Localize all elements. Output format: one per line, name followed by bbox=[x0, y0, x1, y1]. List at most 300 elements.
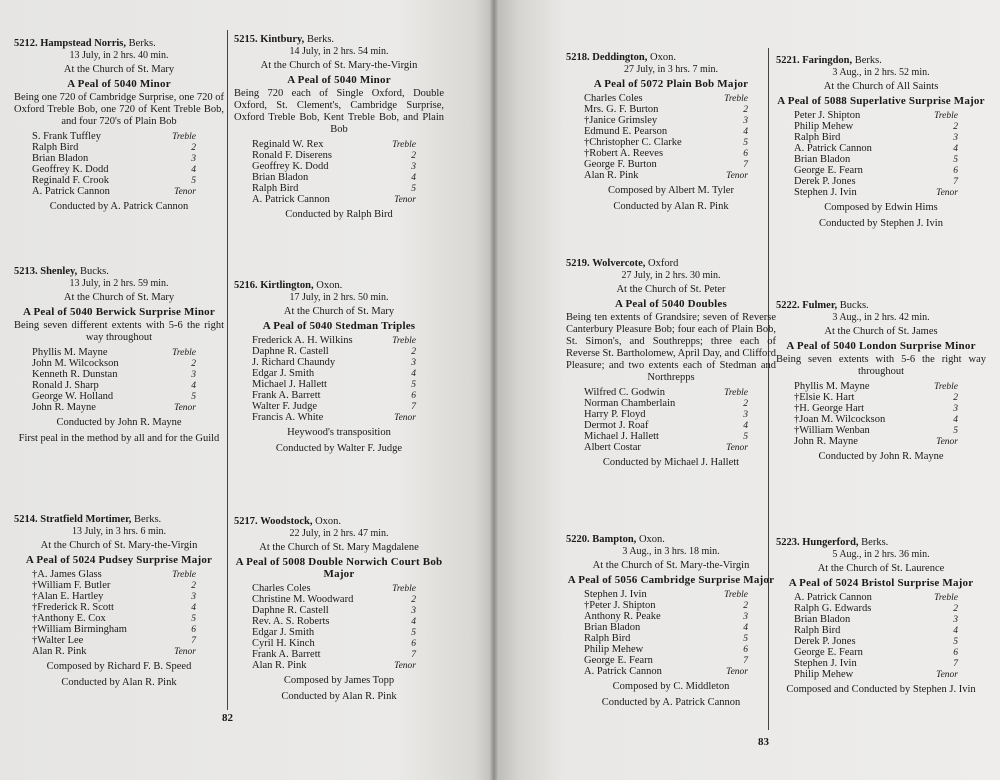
peal-date-duration: 13 July, in 2 hrs. 40 min. bbox=[69, 50, 169, 61]
bell-position: 6 bbox=[411, 639, 416, 649]
ringer-name: †Elsie K. Hart bbox=[794, 392, 855, 403]
peal-county: Oxon. bbox=[650, 52, 676, 63]
bell-position: 5 bbox=[411, 628, 416, 638]
bell-position: 4 bbox=[411, 173, 416, 183]
peal-credit: Conducted by Alan R. Pink bbox=[613, 201, 729, 212]
ringer-row bbox=[32, 402, 202, 413]
ringer-name: Phyllis M. Mayne bbox=[794, 381, 870, 392]
ringer-name: †Anthony E. Cox bbox=[32, 613, 106, 624]
ringer-name: Edgar J. Smith bbox=[252, 368, 315, 379]
ringers-list bbox=[252, 583, 422, 671]
peal-number: 5223. bbox=[776, 537, 800, 548]
peal-church: At the Church of St. Mary bbox=[63, 64, 175, 75]
ringer-name: Stephen J. Ivin bbox=[584, 589, 647, 600]
ringer-name: †H. George Hart bbox=[794, 403, 865, 414]
bell-position: Treble bbox=[724, 388, 748, 398]
bell-position: 7 bbox=[743, 160, 748, 170]
peal-title: A Peal of 5056 Cambridge Surprise Major bbox=[567, 574, 775, 586]
ringer-name: Cyril H. Kinch bbox=[252, 638, 315, 649]
ringer-row bbox=[252, 139, 422, 150]
ringer-name: Ralph Bird bbox=[32, 142, 79, 153]
ringer-name: Ralph Bird bbox=[252, 183, 299, 194]
bell-position: 4 bbox=[743, 421, 748, 431]
peal-credit: Conducted by Stephen J. Ivin bbox=[819, 218, 943, 229]
peal-county: Berks. bbox=[128, 38, 156, 49]
bell-position: 5 bbox=[953, 637, 958, 647]
bell-position: 2 bbox=[953, 122, 958, 132]
bell-position: Tenor bbox=[726, 667, 748, 677]
ringer-row bbox=[794, 414, 964, 425]
peal-title: A Peal of 5008 Double Norwich Court Bob Major bbox=[235, 556, 443, 580]
bell-position: 5 bbox=[743, 634, 748, 644]
peal-note: Being seven extents with 5-6 the right way throughout bbox=[776, 354, 986, 377]
peal-credit: Conducted by John R. Mayne bbox=[818, 451, 944, 462]
ringer-row bbox=[32, 369, 202, 380]
ringer-row bbox=[794, 592, 964, 603]
column-rule bbox=[227, 30, 228, 710]
ringer-name: †Joan M. Wilcockson bbox=[794, 414, 886, 425]
ringer-row bbox=[32, 580, 202, 591]
peal-header bbox=[14, 38, 224, 50]
bell-position: 6 bbox=[191, 625, 196, 635]
ringer-name: Daphne R. Castell bbox=[252, 346, 329, 357]
ringer-name: Frank A. Barrett bbox=[252, 649, 321, 660]
ringer-row bbox=[32, 347, 202, 358]
peal-place: Fulmer, bbox=[802, 300, 838, 311]
peal-header bbox=[234, 516, 444, 528]
ringer-name: Ralph Bird bbox=[794, 625, 841, 636]
bell-position: Treble bbox=[934, 382, 958, 392]
ringer-row bbox=[794, 132, 964, 143]
peal-header bbox=[776, 300, 986, 312]
bell-position: 5 bbox=[411, 380, 416, 390]
peal-entry-5215 bbox=[234, 34, 444, 221]
peal-date-duration: 3 Aug., in 2 hrs. 42 min. bbox=[832, 312, 930, 323]
ringer-name: John R. Mayne bbox=[794, 436, 858, 447]
ringers-list bbox=[794, 110, 964, 198]
peal-entry-5219 bbox=[566, 258, 776, 469]
bell-position: 3 bbox=[191, 592, 196, 602]
ringer-name: John R. Mayne bbox=[32, 402, 96, 413]
peal-title: A Peal of 5088 Superlative Surprise Major bbox=[777, 95, 985, 107]
peal-title: A Peal of 5072 Plain Bob Major bbox=[593, 78, 749, 90]
ringer-row bbox=[794, 110, 964, 121]
bell-position: 4 bbox=[953, 626, 958, 636]
peal-credit: First peal in the method by all and for the Guild bbox=[18, 433, 220, 444]
ringer-row bbox=[584, 137, 754, 148]
ringer-name: George W. Holland bbox=[32, 391, 114, 402]
left-page bbox=[0, 0, 494, 780]
ringers-list bbox=[584, 589, 754, 677]
peal-place: Woodstock, bbox=[260, 516, 313, 527]
ringer-row bbox=[252, 172, 422, 183]
peal-county: Berks. bbox=[306, 34, 335, 45]
peal-title: A Peal of 5040 Berwick Surprise Minor bbox=[23, 306, 215, 318]
ringer-name: Michael J. Hallett bbox=[252, 379, 327, 390]
ringer-row bbox=[794, 187, 964, 198]
peal-credit: Heywood's transposition bbox=[287, 427, 391, 438]
ringer-row bbox=[794, 636, 964, 647]
peal-entry-5222 bbox=[776, 300, 986, 463]
ringer-name: George E. Fearn bbox=[794, 647, 863, 658]
peal-note: Being seven different extents with 5-6 the right way throughout bbox=[14, 320, 224, 343]
ringer-name: George E. Fearn bbox=[794, 165, 863, 176]
peal-entry-5220 bbox=[566, 534, 776, 709]
bell-position: 4 bbox=[411, 617, 416, 627]
ringer-row bbox=[794, 647, 964, 658]
bell-position: 5 bbox=[191, 392, 196, 402]
ringer-row bbox=[32, 635, 202, 646]
bell-position: Treble bbox=[392, 584, 416, 594]
peal-note: Being ten extents of Grandsire; seven of Reverse Canterbury Pleasure Bob; four each of Plain Bob, St. Simon's, and Southrepps; three each of Reverse St. Bartholomew, April Day, and Clifford Pleasure; and two extents each of Stedman and Northrepps bbox=[566, 312, 776, 383]
peal-title: A Peal of 5024 Bristol Surprise Major bbox=[788, 577, 974, 589]
bell-position: 2 bbox=[743, 601, 748, 611]
ringer-name: Reginald F. Crook bbox=[32, 175, 110, 186]
ringer-name: Geoffrey K. Dodd bbox=[32, 164, 109, 175]
ringer-row bbox=[794, 392, 964, 403]
ringer-name: S. Frank Tuffley bbox=[32, 131, 101, 142]
bell-position: Treble bbox=[724, 94, 748, 104]
ringer-row bbox=[584, 655, 754, 666]
bell-position: Treble bbox=[392, 336, 416, 346]
ringers-list bbox=[794, 592, 964, 680]
ringer-name: Frank A. Barrett bbox=[252, 390, 321, 401]
peal-county: Berks. bbox=[854, 55, 882, 66]
bell-position: 6 bbox=[743, 149, 748, 159]
ringers-list bbox=[584, 93, 754, 181]
ringer-row bbox=[584, 589, 754, 600]
ringer-row bbox=[252, 346, 422, 357]
peal-county: Oxon. bbox=[315, 516, 342, 527]
ringer-name: John M. Wilcockson bbox=[32, 358, 119, 369]
peal-credit: Conducted by Walter F. Judge bbox=[275, 443, 403, 454]
peal-header bbox=[14, 266, 224, 278]
bell-position: Tenor bbox=[936, 437, 958, 447]
ringer-row bbox=[32, 569, 202, 580]
bell-position: 5 bbox=[191, 614, 196, 624]
bell-position: Treble bbox=[934, 593, 958, 603]
ringer-name: Geoffrey K. Dodd bbox=[252, 161, 329, 172]
bell-position: 2 bbox=[411, 151, 416, 161]
ringer-name: †Christopher C. Clarke bbox=[584, 137, 682, 148]
ringer-row bbox=[794, 625, 964, 636]
ringer-name: Philip Mehew bbox=[794, 669, 854, 680]
peal-number: 5218. bbox=[566, 52, 590, 63]
ringer-name: Charles Coles bbox=[252, 583, 311, 594]
ringer-row bbox=[32, 613, 202, 624]
peal-header bbox=[566, 258, 776, 270]
bell-position: Tenor bbox=[394, 195, 416, 205]
ringer-name: †Walter Lee bbox=[32, 635, 84, 646]
ringer-name: A. Patrick Cannon bbox=[584, 666, 662, 677]
peal-credit: Conducted by Michael J. Hallett bbox=[602, 457, 740, 468]
peal-title: A Peal of 5040 London Surprise Minor bbox=[786, 340, 976, 352]
ringer-name: †Peter J. Shipton bbox=[584, 600, 656, 611]
ringer-row bbox=[584, 420, 754, 431]
ringer-name: Walter F. Judge bbox=[252, 401, 318, 412]
bell-position: 3 bbox=[191, 370, 196, 380]
peal-credit: Composed by Edwin Hims bbox=[824, 202, 938, 213]
ringer-name: Phyllis M. Mayne bbox=[32, 347, 108, 358]
ringer-name: Michael J. Hallett bbox=[584, 431, 659, 442]
bell-position: Tenor bbox=[174, 403, 196, 413]
ringer-name: Kenneth R. Dunstan bbox=[32, 369, 118, 380]
bell-position: 2 bbox=[743, 399, 748, 409]
bell-position: 2 bbox=[411, 595, 416, 605]
ringer-name: Ralph G. Edwards bbox=[794, 603, 872, 614]
bell-position: 6 bbox=[953, 648, 958, 658]
ringer-row bbox=[252, 605, 422, 616]
bell-position: 3 bbox=[411, 162, 416, 172]
bell-position: Tenor bbox=[394, 413, 416, 423]
ringer-row bbox=[32, 131, 202, 142]
peal-church: At the Church of St. Mary-the-Virgin bbox=[260, 60, 418, 71]
peal-county: Berks. bbox=[134, 514, 162, 525]
peal-place: Hungerford, bbox=[802, 537, 859, 548]
peal-number: 5219. bbox=[566, 258, 590, 269]
peal-number: 5213. bbox=[14, 266, 38, 277]
peal-entry-5217 bbox=[234, 516, 444, 703]
bell-position: 5 bbox=[953, 426, 958, 436]
peal-number: 5217. bbox=[234, 516, 258, 527]
ringer-name: †William Birmingham bbox=[32, 624, 127, 635]
bell-position: 5 bbox=[743, 432, 748, 442]
ringer-row bbox=[252, 368, 422, 379]
ringer-name: Peter J. Shipton bbox=[794, 110, 861, 121]
peal-county: Bucks. bbox=[839, 300, 869, 311]
bell-position: 4 bbox=[743, 127, 748, 137]
peal-county: Oxon. bbox=[638, 534, 665, 545]
bell-position: 6 bbox=[953, 166, 958, 176]
ringer-row bbox=[32, 646, 202, 657]
ringer-name: †Janice Grimsley bbox=[584, 115, 658, 126]
peal-place: Hampstead Norris, bbox=[40, 38, 126, 49]
peal-date-duration: 13 July, in 2 hrs. 59 min. bbox=[69, 278, 169, 289]
ringers-list bbox=[794, 381, 964, 447]
page-number-right: 83 bbox=[758, 736, 769, 748]
ringer-row bbox=[584, 409, 754, 420]
ringer-row bbox=[252, 627, 422, 638]
peal-church: At the Church of St. James bbox=[824, 326, 938, 337]
peal-date-duration: 5 Aug., in 2 hrs. 36 min. bbox=[832, 549, 930, 560]
ringer-name: Ronald F. Diserens bbox=[252, 150, 332, 161]
ringer-row bbox=[584, 93, 754, 104]
peal-credit: Composed by C. Middleton bbox=[612, 681, 730, 692]
bell-position: 2 bbox=[411, 347, 416, 357]
ringer-row bbox=[252, 150, 422, 161]
peal-title: A Peal of 5024 Pudsey Surprise Major bbox=[25, 554, 213, 566]
bell-position: 4 bbox=[953, 144, 958, 154]
ringer-name: Frederick A. H. Wilkins bbox=[252, 335, 353, 346]
bell-position: 3 bbox=[743, 116, 748, 126]
peal-entry-5223 bbox=[776, 537, 986, 696]
ringer-name: Brian Bladon bbox=[584, 622, 641, 633]
peal-date-duration: 14 July, in 2 hrs. 54 min. bbox=[289, 46, 389, 57]
bell-position: Treble bbox=[934, 111, 958, 121]
peal-title: A Peal of 5040 Minor bbox=[67, 78, 171, 90]
peal-place: Bampton, bbox=[592, 534, 637, 545]
bell-position: 4 bbox=[191, 603, 196, 613]
ringer-row bbox=[584, 148, 754, 159]
peal-credit: Conducted by Alan R. Pink bbox=[61, 677, 177, 688]
bell-position: 4 bbox=[191, 381, 196, 391]
ringer-row bbox=[32, 358, 202, 369]
ringer-name: Brian Bladon bbox=[794, 614, 851, 625]
ringers-list bbox=[32, 347, 202, 413]
bell-position: 2 bbox=[953, 604, 958, 614]
ringer-row bbox=[794, 165, 964, 176]
ringer-name: Stephen J. Ivin bbox=[794, 658, 857, 669]
book-gutter bbox=[489, 0, 499, 780]
peal-entry-5216 bbox=[234, 280, 444, 455]
ringer-name: †A. James Glass bbox=[32, 569, 102, 580]
ringer-row bbox=[584, 622, 754, 633]
ringer-name: Christine M. Woodward bbox=[252, 594, 354, 605]
bell-position: 7 bbox=[743, 656, 748, 666]
ringer-name: Ralph Bird bbox=[794, 132, 841, 143]
ringer-row bbox=[252, 594, 422, 605]
bell-position: 7 bbox=[191, 636, 196, 646]
ringer-row bbox=[584, 398, 754, 409]
ringers-list bbox=[252, 335, 422, 423]
peal-credit: Conducted by A. Patrick Cannon bbox=[601, 697, 741, 708]
peal-header bbox=[566, 534, 776, 546]
peal-place: Kintbury, bbox=[260, 34, 305, 45]
bell-position: 2 bbox=[953, 393, 958, 403]
ringer-name: George E. Fearn bbox=[584, 655, 653, 666]
peal-credit: Composed by Albert M. Tyler bbox=[608, 185, 734, 196]
bell-position: 3 bbox=[411, 358, 416, 368]
ringer-row bbox=[252, 660, 422, 671]
ringer-name: Charles Coles bbox=[584, 93, 643, 104]
peal-date-duration: 17 July, in 2 hrs. 50 min. bbox=[289, 292, 389, 303]
ringers-list bbox=[32, 569, 202, 657]
bell-position: 3 bbox=[743, 410, 748, 420]
peal-credit: Composed by James Topp bbox=[283, 675, 395, 686]
ringer-name: Albert Costar bbox=[584, 442, 641, 453]
bell-position: 3 bbox=[953, 404, 958, 414]
ringer-name: Stephen J. Ivin bbox=[794, 187, 857, 198]
bell-position: Treble bbox=[172, 348, 196, 358]
peal-place: Wolvercote, bbox=[592, 258, 646, 269]
peal-number: 5221. bbox=[776, 55, 800, 66]
ringer-row bbox=[794, 425, 964, 436]
bell-position: Tenor bbox=[936, 670, 958, 680]
peal-date-duration: 27 July, in 2 hrs. 30 min. bbox=[621, 270, 721, 281]
bell-position: 3 bbox=[191, 154, 196, 164]
peal-number: 5222. bbox=[776, 300, 800, 311]
bell-position: 6 bbox=[411, 391, 416, 401]
peal-header bbox=[14, 514, 224, 526]
peal-entry-5221 bbox=[776, 55, 986, 230]
bell-position: Treble bbox=[172, 132, 196, 142]
peal-header bbox=[234, 34, 444, 46]
bell-position: 7 bbox=[953, 659, 958, 669]
ringer-row bbox=[584, 431, 754, 442]
ringer-name: Wilfred C. Godwin bbox=[584, 387, 665, 398]
peal-entry-5214 bbox=[14, 514, 224, 689]
ringers-list bbox=[252, 139, 422, 205]
bell-position: 3 bbox=[743, 612, 748, 622]
peal-credit: Composed and Conducted by Stephen J. Ivin bbox=[786, 684, 976, 695]
ringer-name: Ronald J. Sharp bbox=[32, 380, 99, 391]
ringer-name: Alan R. Pink bbox=[32, 646, 87, 657]
peal-date-duration: 3 Aug., in 2 hrs. 52 min. bbox=[832, 67, 930, 78]
ringer-row bbox=[32, 591, 202, 602]
ringer-row bbox=[584, 104, 754, 115]
ringer-row bbox=[584, 387, 754, 398]
ringer-row bbox=[252, 379, 422, 390]
ringer-row bbox=[252, 638, 422, 649]
bell-position: 4 bbox=[191, 165, 196, 175]
ringer-row bbox=[252, 412, 422, 423]
ringer-name: †Robert A. Reeves bbox=[584, 148, 664, 159]
bell-position: 6 bbox=[743, 645, 748, 655]
bell-position: 3 bbox=[953, 133, 958, 143]
ringer-name: Brian Bladon bbox=[32, 153, 89, 164]
bell-position: 4 bbox=[743, 623, 748, 633]
bell-position: 7 bbox=[411, 402, 416, 412]
bell-position: Tenor bbox=[174, 647, 196, 657]
ringer-row bbox=[32, 186, 202, 197]
peal-church: At the Church of St. Mary bbox=[283, 306, 395, 317]
ringer-name: Philip Mehew bbox=[794, 121, 854, 132]
ringer-row bbox=[32, 380, 202, 391]
peal-credit: Conducted by A. Patrick Cannon bbox=[49, 201, 189, 212]
peal-number: 5212. bbox=[14, 38, 38, 49]
ringer-row bbox=[252, 335, 422, 346]
peal-date-duration: 3 Aug., in 3 hrs. 18 min. bbox=[622, 546, 720, 557]
right-page bbox=[494, 0, 1000, 780]
ringer-name: †William Wenban bbox=[794, 425, 870, 436]
peal-credit: Conducted by Ralph Bird bbox=[285, 209, 393, 220]
ringer-row bbox=[794, 603, 964, 614]
bell-position: 5 bbox=[191, 176, 196, 186]
peal-title: A Peal of 5040 Stedman Triples bbox=[262, 320, 416, 332]
bell-position: 3 bbox=[953, 615, 958, 625]
ringer-row bbox=[252, 390, 422, 401]
ringer-row bbox=[252, 357, 422, 368]
ringer-name: A. Patrick Cannon bbox=[32, 186, 110, 197]
ringers-list bbox=[32, 131, 202, 197]
ringer-row bbox=[32, 391, 202, 402]
ringer-row bbox=[584, 170, 754, 181]
peal-credit: Conducted by Alan R. Pink bbox=[281, 691, 397, 702]
ringer-name: Alan R. Pink bbox=[252, 660, 307, 671]
ringer-row bbox=[584, 115, 754, 126]
ringer-row bbox=[794, 436, 964, 447]
ringer-row bbox=[32, 602, 202, 613]
ringer-name: Mrs. G. F. Burton bbox=[584, 104, 659, 115]
ringers-list bbox=[584, 387, 754, 453]
peal-church: At the Church of St. Mary-the-Virgin bbox=[40, 540, 198, 551]
ringer-row bbox=[584, 633, 754, 644]
ringer-row bbox=[794, 381, 964, 392]
page-number-left: 82 bbox=[222, 712, 233, 724]
bell-position: 2 bbox=[743, 105, 748, 115]
bell-position: Tenor bbox=[726, 443, 748, 453]
ringer-name: Norman Chamberlain bbox=[584, 398, 676, 409]
peal-place: Kirtlington, bbox=[260, 280, 314, 291]
peal-entry-5212 bbox=[14, 38, 224, 213]
ringer-row bbox=[794, 121, 964, 132]
ringer-name: Harry P. Floyd bbox=[584, 409, 646, 420]
ringer-row bbox=[252, 649, 422, 660]
peal-header bbox=[776, 537, 986, 549]
ringer-row bbox=[794, 658, 964, 669]
peal-credit: Conducted by John R. Mayne bbox=[56, 417, 182, 428]
bell-position: 7 bbox=[953, 177, 958, 187]
